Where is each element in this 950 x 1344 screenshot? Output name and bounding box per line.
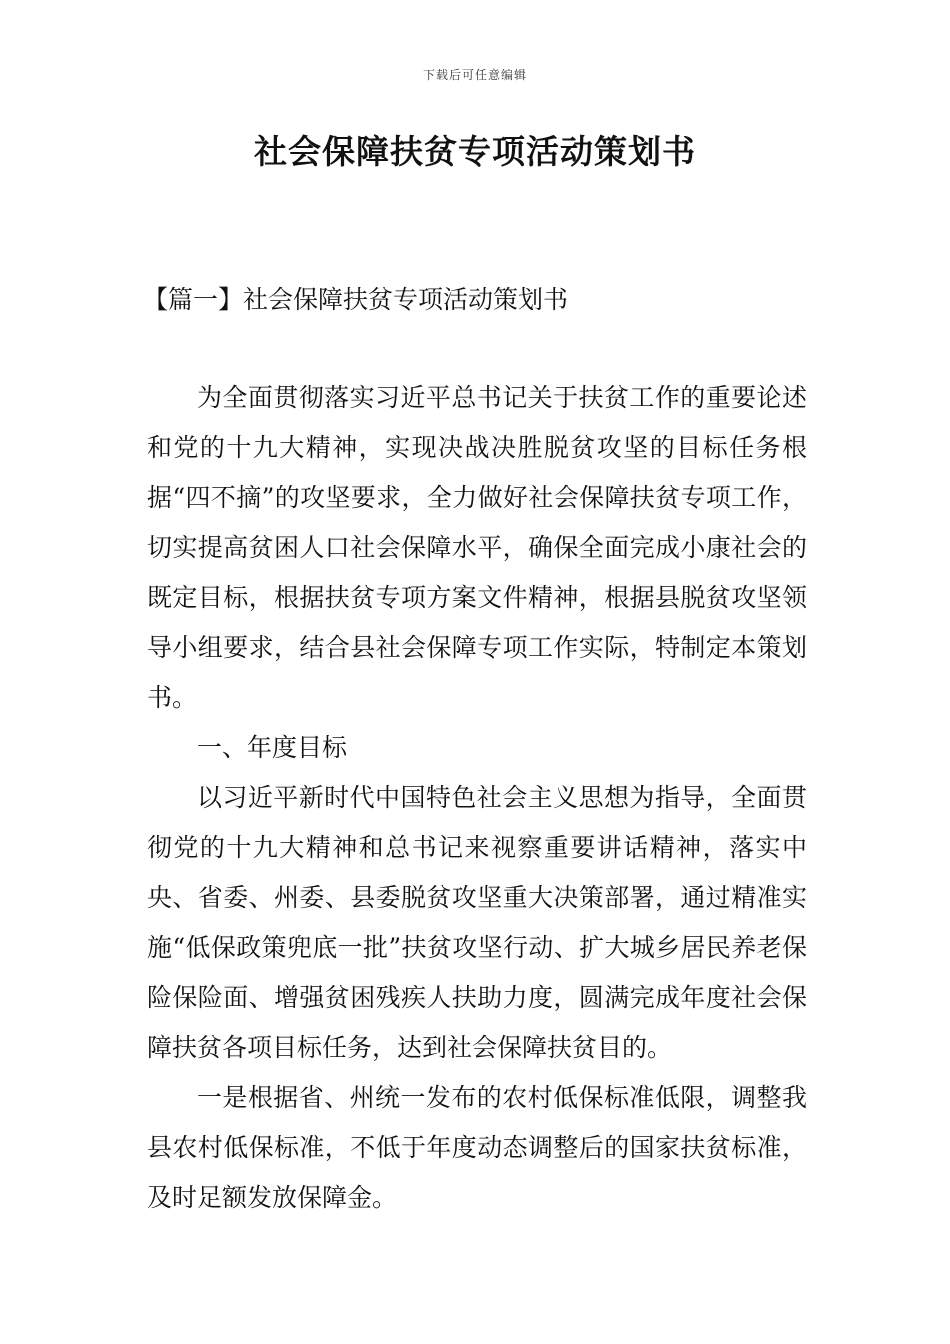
intro-paragraph: 为全面贯彻落实习近平总书记关于扶贫工作的重要论述和党的十九大精神，实现决战决胜脱贫攻坚的目标任务根据“四不摘”的攻坚要求，全力做好社会保障扶贫专项工作，切实提高贫困人口社会保障水平，确保全面完成小康社会的既定目标，根据扶贫专项方案文件精神，根据县脱贫攻坚领导小组要求，结合县社会保障专项工作实际，特制定本策划书。 xyxy=(147,383,807,712)
annual-goal-heading: 一、年度目标 xyxy=(197,733,348,762)
section-heading: 【篇一】社会保障扶贫专项活动策划书 xyxy=(143,285,569,314)
header-note: 下载后可任意编辑 xyxy=(422,68,527,82)
item-one-paragraph: 一是根据省、州统一发布的农村低保标准低限，调整我县农村低保标准，不低于年度动态调整后的国家扶贫标准，及时足额发放保障金。 xyxy=(147,1083,807,1212)
body-text xyxy=(147,373,807,1223)
document-title: 社会保障扶贫专项活动策划书 xyxy=(254,132,696,171)
annual-goal-paragraph: 以习近平新时代中国特色社会主义思想为指导，全面贯彻党的十九大精神和总书记来视察重要讲话精神，落实中央、省委、州委、县委脱贫攻坚重大决策部署，通过精准实施“低保政策兜底一批”扶贫攻坚行动、扩大城乡居民养老保险保险面、增强贫困残疾人扶助力度，圆满完成年度社会保障扶贫各项目标任务，达到社会保障扶贫目的。 xyxy=(147,783,807,1062)
